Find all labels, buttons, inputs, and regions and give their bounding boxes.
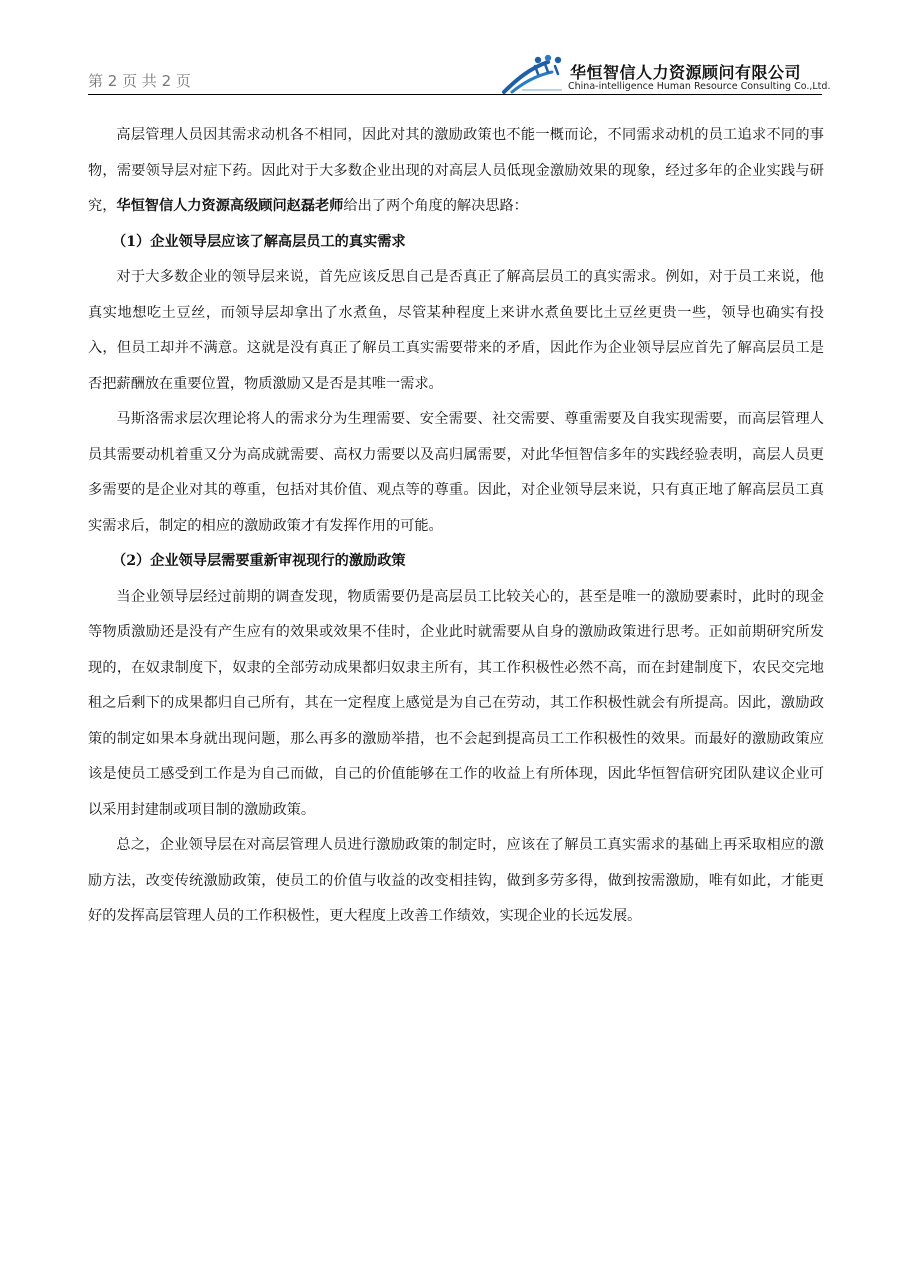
paragraph-real-needs: 对于大多数企业的领导层来说，首先应该反思自己是否真正了解高层员工的真实需求。例如，对于员工来说，他真实地想吃土豆丝，而领导层却拿出了水煮鱼，尽管某种程度上来讲水煮鱼要比土豆丝更贵一些，领导也确实有投入，但员工却并不满意。这就是没有真正了解员工真实需要带来的矛盾，因此作为企业领导层应首先了解高层员工是否把薪酬放在重要位置，物质激励又是否是其唯一需求。 bbox=[88, 269, 824, 392]
paragraph-incentive-policy: 当企业领导层经过前期的调查发现，物质需要仍是高层员工比较关心的，甚至是唯一的激励要素时，此时的现金等物质激励还是没有产生应有的效果或效果不佳时，企业此时就需要从自身的激励政策进行思考。正如前期研究所发现的，在奴隶制度下，奴隶的全部劳动成果都归奴隶主所有，其工作积极性必然不高，而在封建制度下，农民交完地租之后剩下的成果都归自己所有，其在一定程度上感觉是为自己在劳动，其工作积极性就会有所提高。因此，激励政策的制定如果本身就出现问题，那么再多的激励举措，也不会起到提高员工工作积极性的效果。而最好的激励政策应该是使员工感受到工作是为自己而做，自己的价值能够在工作的收益上有所体现，因此华恒智信研究团队建议企业可以采用封建制或项目制的激励政策。 bbox=[88, 588, 824, 818]
company-name-en: China-intelligence Human Resource Consulting Co.,Ltd. bbox=[568, 81, 831, 92]
intro-consultant-name: 华恒智信人力资源高级顾问赵磊老师 bbox=[116, 198, 344, 214]
company-logo bbox=[502, 54, 831, 94]
paragraph-maslow: 马斯洛需求层次理论将人的需求分为生理需要、安全需要、社交需要、尊重需要及自我实现需要，而高层管理人员其需要动机着重又分为高成就需要、高权力需要以及高归属需要，对此华恒智信多年的实践经验表明，高层人员更多需要的是企业对其的尊重，包括对其价值、观点等的尊重。因此，对企业领导层来说，只有真正地了解高层员工真实需求后，制定的相应的激励政策才有发挥作用的可能。 bbox=[88, 411, 824, 534]
paragraph-intro bbox=[88, 118, 824, 225]
paragraph-conclusion: 总之，企业领导层在对高层管理人员进行激励政策的制定时，应该在了解员工真实需求的基础上再采取相应的激励方法，改变传统激励政策，使员工的价值与收益的改变相挂钩，做到多劳多得，做到按需激励，唯有如此，才能更好的发挥高层管理人员的工作积极性，更大程度上改善工作绩效，实现企业的长远发展。 bbox=[88, 837, 824, 924]
company-logo-icon bbox=[502, 54, 564, 94]
company-name-cn: 华恒智信人力资源顾问有限公司 bbox=[570, 63, 802, 82]
section-heading-2: （2）企业领导层需要重新审视现行的激励政策 bbox=[112, 553, 406, 569]
page-header bbox=[88, 52, 831, 95]
section-heading-1: （1）企业领导层应该了解高层员工的真实需求 bbox=[112, 233, 406, 250]
intro-text-end: 给出了两个角度的解决思路： bbox=[343, 198, 528, 214]
page-number: 第 2 页 共 2 页 bbox=[88, 72, 191, 90]
document-body bbox=[88, 118, 824, 935]
intro-text-start: 高层管理人员因其需求动机各不相同，因此对其的激励政策也不能一概而论，不同需求动机的员工追求不同的事物，需要领导层对症下药。因此对于大多数企业出现的对高层人员低现金激励效果的现象，经过多年的企业实践与研究， bbox=[88, 127, 824, 214]
